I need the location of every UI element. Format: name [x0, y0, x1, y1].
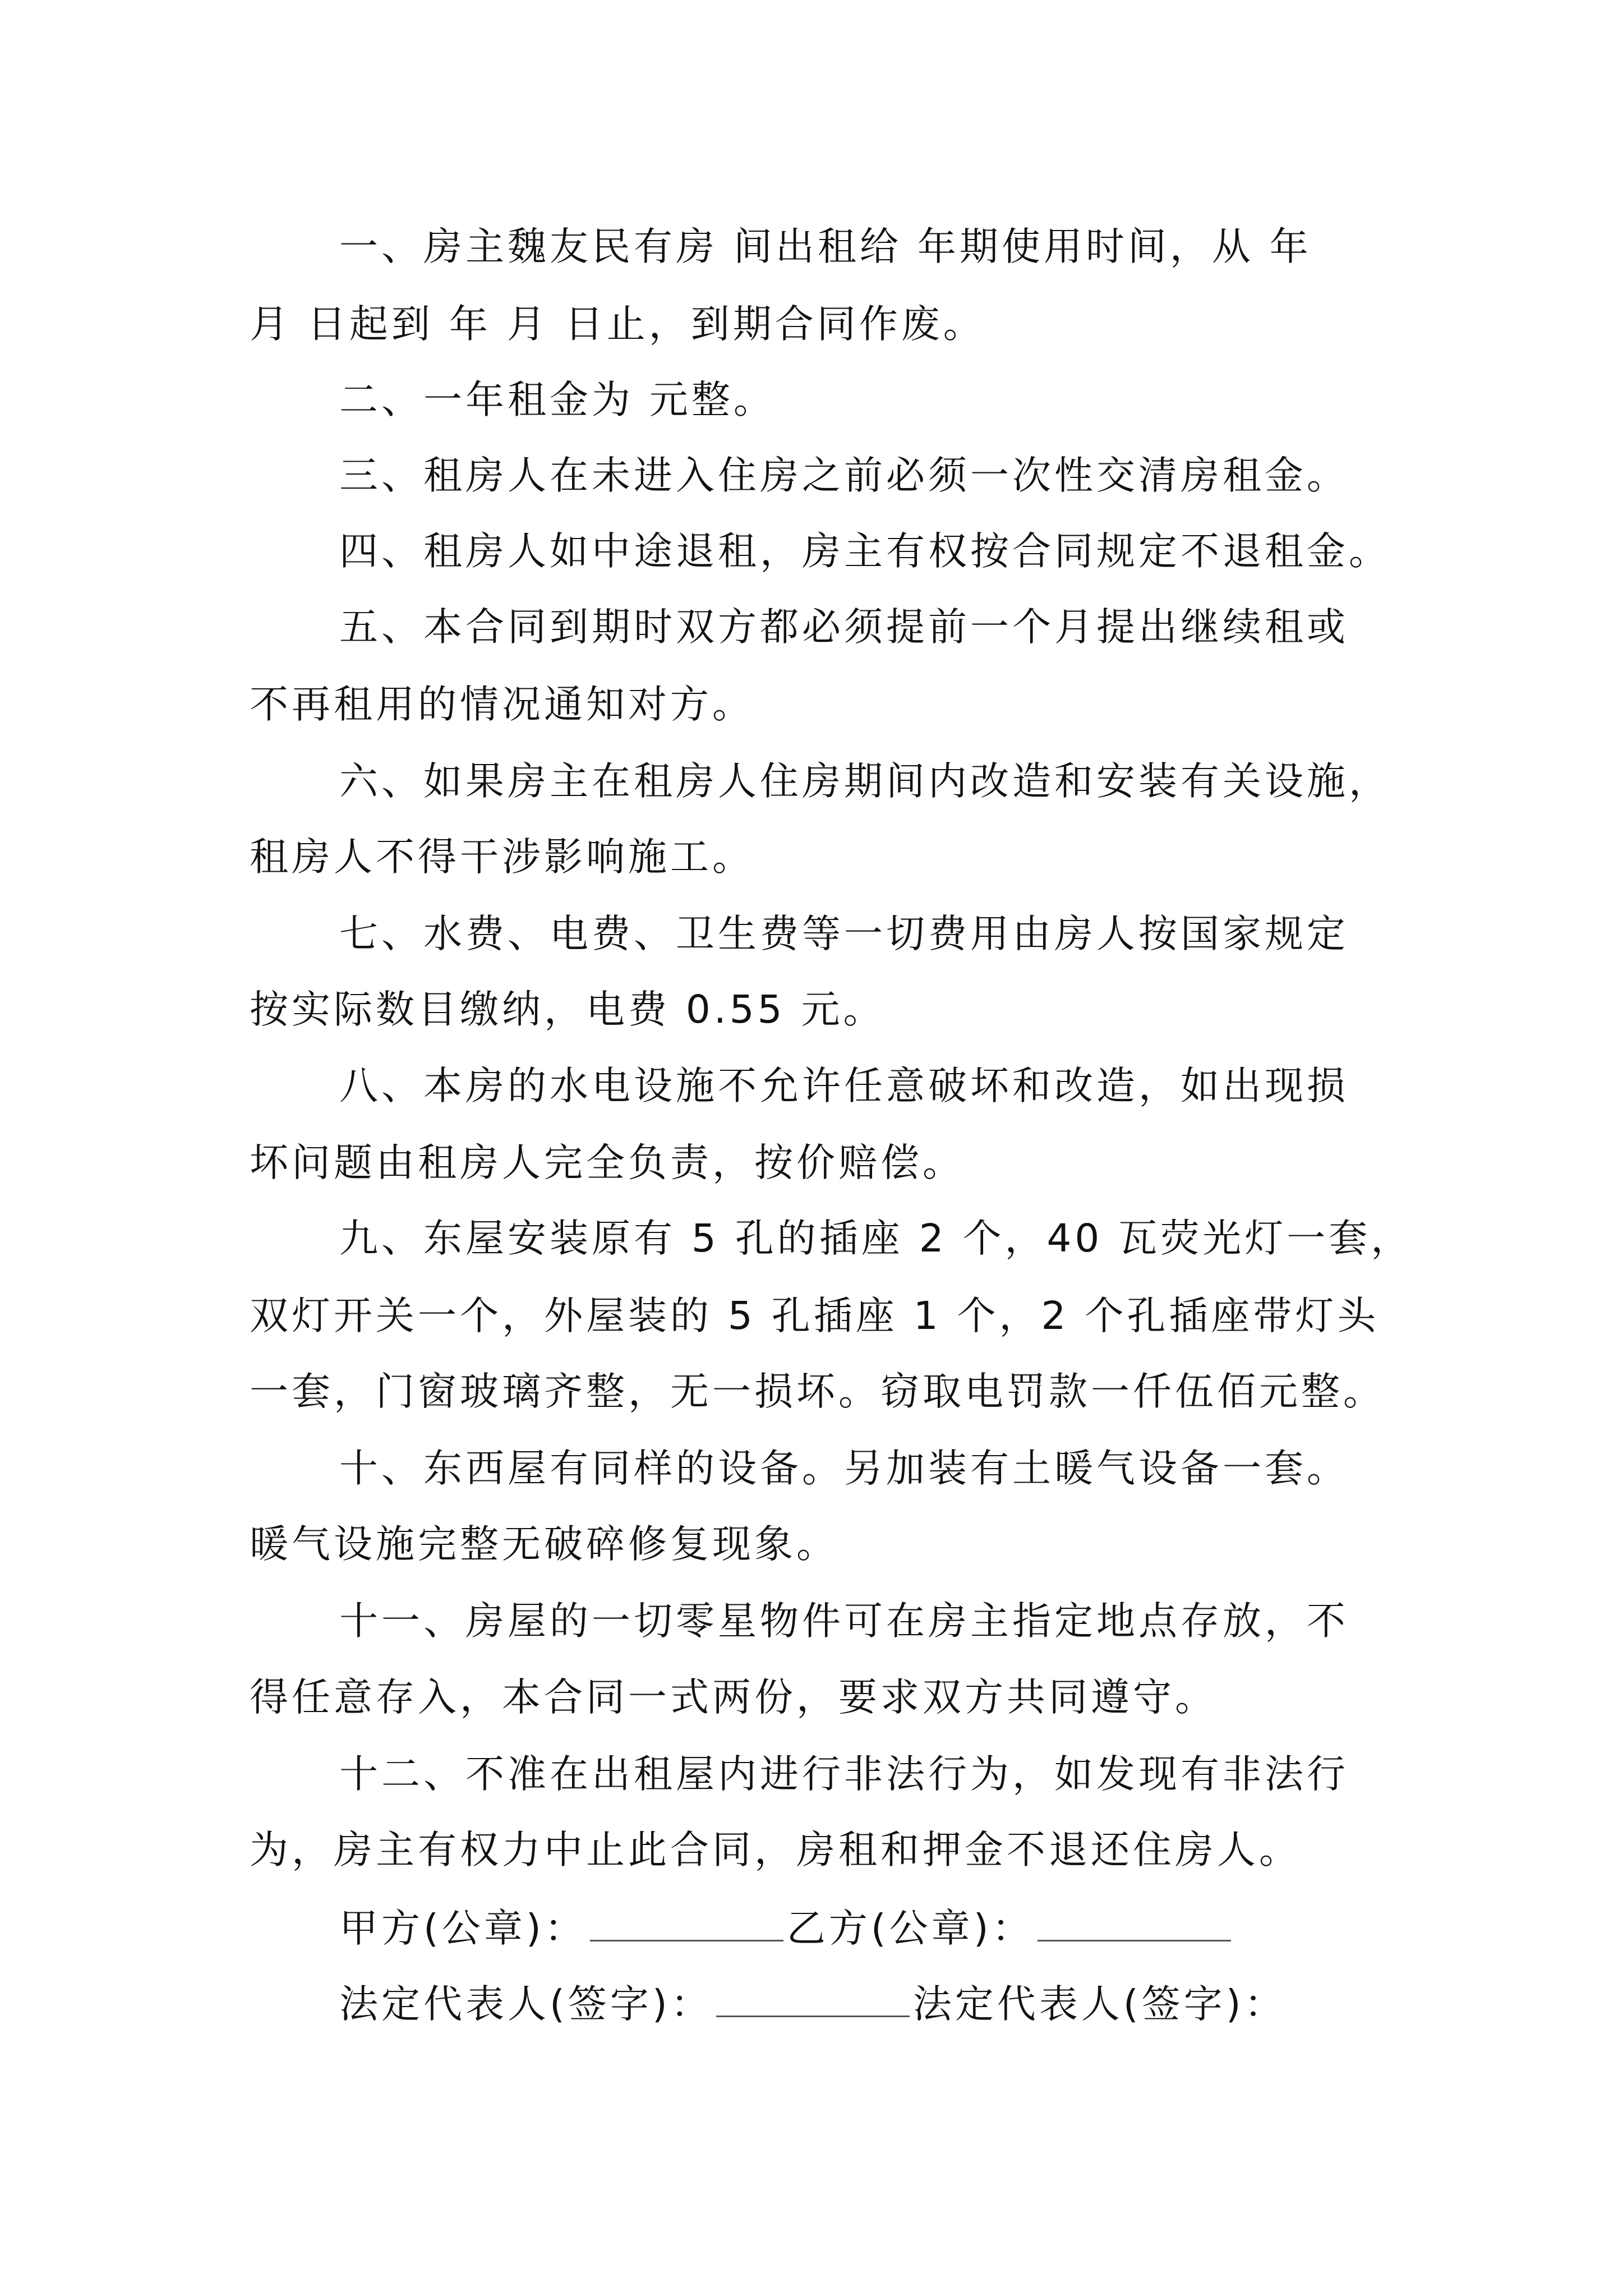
- clause-1-line-1: 一、房主魏友民有房 间出租给 年期使用时间，从 年: [339, 224, 1312, 269]
- clause-2: 二、一年租金为 元整。: [339, 378, 776, 422]
- party-a-seal-label: 甲方(公章)：: [339, 1906, 587, 1951]
- clause-6-line-2: 租房人不得干涉影响施工。: [250, 835, 754, 880]
- clause-8-line-1: 八、本房的水电设施不允许任意破坏和改造，如出现损: [339, 1064, 1349, 1108]
- clause-12-line-1: 十二、不准在出租屋内进行非法行为，如发现有非法行: [339, 1752, 1349, 1797]
- party-a-seal-blank: [590, 1906, 783, 1941]
- clause-9-line-1: 九、东屋安装原有 5 孔的插座 2 个，40 瓦荧光灯一套，: [339, 1216, 1413, 1261]
- clause-9-line-2: 双灯开关一个，外屋装的 5 孔插座 1 个，2 个孔插座带灯头: [250, 1294, 1380, 1338]
- rep-b-label: 法定代表人(签字)：: [912, 1982, 1287, 2027]
- clause-7-line-1: 七、水费、电费、卫生费等一切费用由房人按国家规定: [339, 912, 1349, 956]
- clause-5-line-1: 五、本合同到期时双方都必须提前一个月提出继续租或: [339, 605, 1349, 650]
- party-b-seal-blank: [1038, 1906, 1231, 1941]
- seal-line: [339, 1902, 1234, 1955]
- clause-8-line-2: 坏问题由租房人完全负责，按价赔偿。: [250, 1140, 965, 1185]
- clause-5-line-2: 不再租用的情况通知对方。: [250, 682, 754, 727]
- party-b-seal-label: 乙方(公章)：: [786, 1906, 1034, 1951]
- clause-10-line-1: 十、东西屋有同样的设备。另加装有土暖气设备一套。: [339, 1446, 1349, 1491]
- clause-4: 四、租房人如中途退租，房主有权按合同规定不退租金。: [339, 529, 1391, 574]
- rep-a-signature-blank: [716, 1982, 910, 2017]
- clause-10-line-2: 暖气设施完整无破碎修复现象。: [250, 1522, 838, 1567]
- clause-1-line-2: 月 日起到 年 月 日止，到期合同作废。: [250, 302, 985, 347]
- clause-11-line-2: 得任意存入，本合同一式两份，要求双方共同遵守。: [250, 1675, 1217, 1720]
- clause-12-line-2: 为，房主有权力中止此合同，房租和押金不退还住房人。: [250, 1828, 1301, 1872]
- clause-7-line-2: 按实际数目缴纳，电费 0.55 元。: [250, 987, 886, 1032]
- representative-line: [339, 1977, 1287, 2031]
- clause-11-line-1: 十一、房屋的一切零星物件可在房主指定地点存放，不: [339, 1599, 1349, 1644]
- clause-9-line-3: 一套，门窗玻璃齐整，无一损坏。窃取电罚款一仟伍佰元整。: [250, 1369, 1385, 1414]
- clause-6-line-1: 六、如果房主在租房人住房期间内改造和安装有关设施，: [339, 759, 1391, 804]
- rep-a-label: 法定代表人(签字)：: [339, 1982, 713, 2027]
- clause-3: 三、租房人在未进入住房之前必须一次性交清房租金。: [339, 453, 1349, 498]
